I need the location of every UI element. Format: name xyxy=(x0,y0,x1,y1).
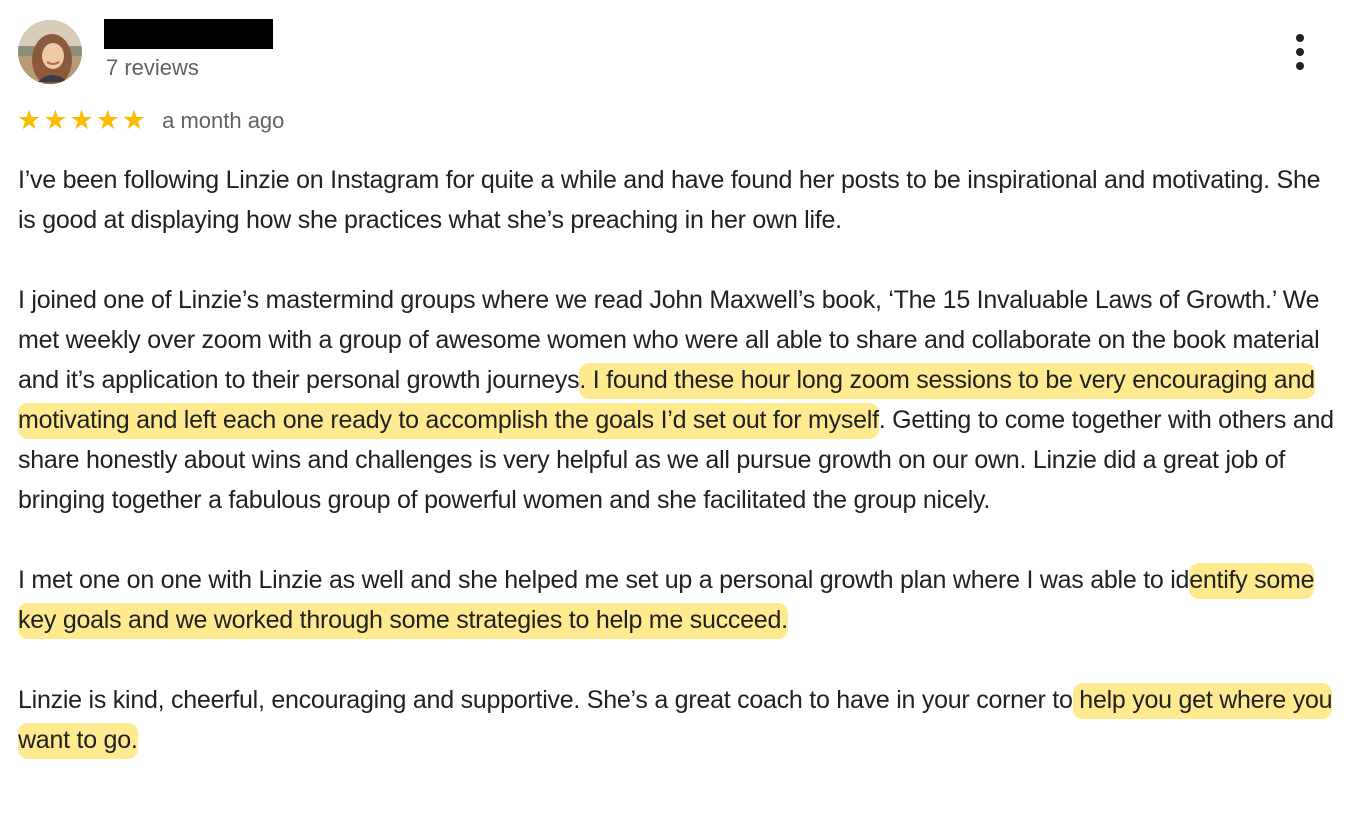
review-text-segment: I joined one of Linzie’s mastermind groups where we read John Maxwell’s book, ‘The 15 Invaluable Laws of Growth.’ We met weekly over zoom with a group of awesome women who were all able to share and collaborate on the book material and it’s application to their personal growth journeys xyxy=(18,286,1320,394)
review-paragraph xyxy=(18,680,1338,760)
review-paragraph xyxy=(18,560,1338,640)
rating-row xyxy=(17,106,284,136)
highlighted-text: help you get where you want to go. xyxy=(18,683,1332,759)
reviewer-avatar[interactable] xyxy=(18,20,82,84)
star-icon: ★ xyxy=(95,105,120,136)
review-paragraph xyxy=(18,160,1338,240)
more-options-button[interactable] xyxy=(1280,30,1320,74)
review-date: a month ago xyxy=(162,108,285,133)
star-icon: ★ xyxy=(17,105,42,136)
star-rating xyxy=(17,106,146,136)
user-avatar-icon xyxy=(18,20,82,84)
review-text-segment: I’ve been following Linzie on Instagram for quite a while and have found her posts to be inspirational and motivating. She is good at displaying how she practices what she’s preaching in her own life. xyxy=(18,166,1321,234)
review-text-segment: Linzie is kind, cheerful, encouraging and supportive. She’s a great coach to have in your corner to xyxy=(18,686,1073,714)
review-text-segment: . Getting to come together with others and share honestly about wins and challenges is very helpful as we all pursue growth on our own. Linzie did a great job of bringing together a fabulous group of powerful women and she facilitated the group nicely. xyxy=(18,406,1334,514)
more-vert-icon-dot xyxy=(1296,48,1304,56)
reviewer-name-redacted xyxy=(104,19,273,49)
star-icon: ★ xyxy=(121,105,147,136)
reviewer-review-count[interactable]: 7 reviews xyxy=(106,55,199,80)
more-vert-icon xyxy=(1296,34,1304,42)
highlighted-text: entify some key goals and we worked through some strategies to help me succeed. xyxy=(18,563,1314,639)
star-icon: ★ xyxy=(69,105,94,136)
star-icon: ★ xyxy=(43,105,68,136)
review-text xyxy=(18,160,1338,760)
highlighted-text: . I found these hour long zoom sessions to be very encouraging and motivating and left each one ready to accomplish the goals I’d set out for myself xyxy=(18,363,1315,439)
more-vert-icon-dot xyxy=(1296,62,1304,70)
review-paragraph xyxy=(18,280,1338,520)
review-text-segment: I met one on one with Linzie as well and she helped me set up a personal growth plan where I was able to id xyxy=(18,566,1190,594)
